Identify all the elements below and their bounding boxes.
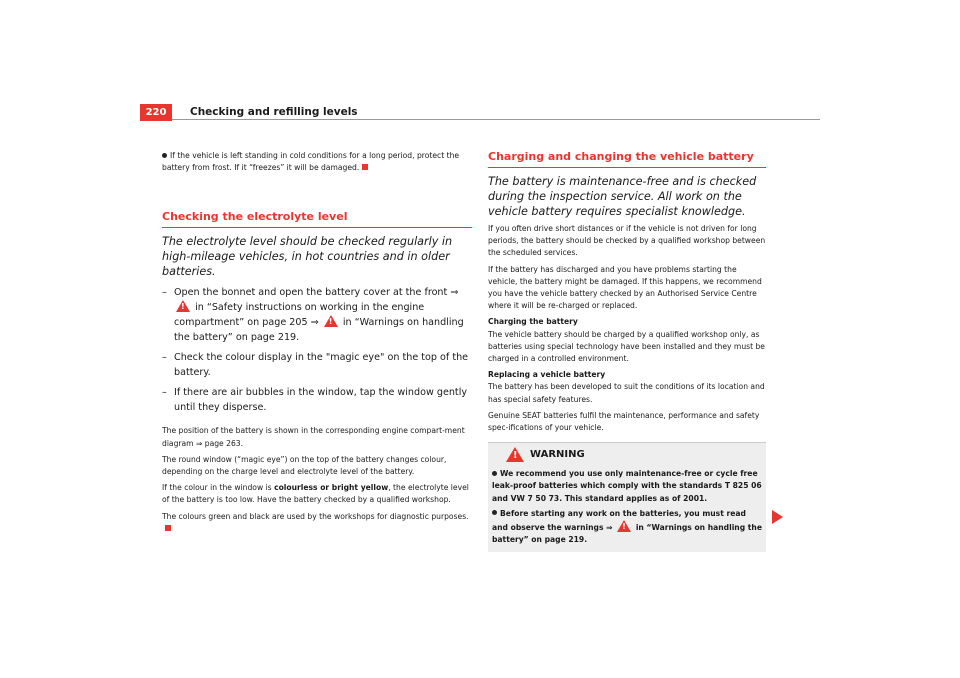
section-intro-electrolyte: The electrolyte level should be checked regularly in high-mileage vehicles, in hot countries and in older batteries.: [162, 235, 453, 279]
warning-item: We recommend you use only maintenance-free or cycle free leak-proof batteries which comply with the standards T 825 06 and VW 7 50 73. This standard applies as of 2001.: [492, 469, 762, 503]
warning-box: [488, 442, 766, 552]
warning-header: ! WARNING: [506, 447, 762, 462]
paragraph: The battery has been developed to suit the conditions of its location and has special safety features.: [488, 382, 765, 404]
subheading-replacing: Replacing a vehicle battery: [488, 370, 606, 380]
paragraph: If the battery has discharged and you have problems starting the vehicle, the battery might be damaged. If this happens, we recommend you have the vehicle battery checked by an Authorised Service Centre where it will be re-charged or replaced.: [488, 264, 762, 311]
warning-triangle-icon: [324, 315, 338, 327]
right-column: [488, 150, 766, 552]
warning-triangle-icon: [506, 447, 524, 462]
page-header-title: Checking and refilling levels: [190, 106, 358, 118]
header-rule: [172, 119, 820, 120]
paragraph: The vehicle battery should be charged by a qualified workshop only, as batteries using special technology have been installed and they must be charged in a controlled environment.: [488, 329, 765, 364]
section-title-electrolyte: Checking the electrolyte level: [162, 210, 472, 228]
warning-item: Before starting any work on the batteries, you must read and observe the warnings ⇒ ! in “Warnings on handling the battery” on page 219.: [492, 508, 762, 547]
continue-arrow-icon: [772, 510, 783, 524]
paragraph: The colours green and black are used by the workshops for diagnostic purposes.: [162, 511, 472, 535]
step-item: – Open the bonnet and open the battery cover at the front ⇒ ! in “Safety instructions on working in the engine compartment” on page 205 ⇒ ! in “Warnings on handling the battery” on page 219.: [162, 285, 472, 345]
end-of-section-icon: [165, 525, 171, 531]
step-item: – Check the colour display in the "magic eye" on the top of the battery.: [162, 352, 469, 379]
warning-triangle-icon: [176, 300, 190, 312]
warning-triangle-icon: [617, 520, 631, 532]
paragraph: The round window (“magic eye”) on the top of the battery changes colour, depending on the charge level and electrolyte level of the battery.: [162, 454, 447, 477]
section-intro-charging: The battery is maintenance-free and is checked during the inspection service. All work on the vehicle battery requires specialist knowledge.: [488, 175, 757, 218]
bullet-icon: [162, 153, 167, 158]
paragraph: If the colour in the window is colourless or bright yellow, the electrolyte level of the battery is too low. Have the battery checked by a qualified workshop.: [162, 483, 469, 505]
paragraph: If you often drive short distances or if the vehicle is not driven for long periods, the battery should be checked by a qualified workshop between the scheduled services.: [488, 224, 766, 258]
bullet-icon: [492, 471, 497, 476]
bullet-icon: [492, 510, 497, 515]
end-of-section-icon: [362, 164, 368, 170]
frost-note: If the vehicle is left standing in cold conditions for a long period, protect the battery from frost. If it “freezes” it will be damaged.: [162, 151, 460, 173]
left-column: [162, 150, 472, 535]
paragraph: Genuine SEAT batteries fulfil the maintenance, performance and safety spec-ifications of your vehicle.: [488, 410, 760, 433]
step-item: – If there are air bubbles in the window, tap the window gently until they disperse.: [162, 387, 468, 414]
section-title-charging: Charging and changing the vehicle battery: [488, 150, 766, 168]
page-number: 220: [145, 107, 167, 118]
paragraph: The position of the battery is shown in the corresponding engine compart-ment diagram ⇒ page 263.: [162, 426, 465, 448]
subheading-charging: Charging the battery: [488, 317, 578, 327]
